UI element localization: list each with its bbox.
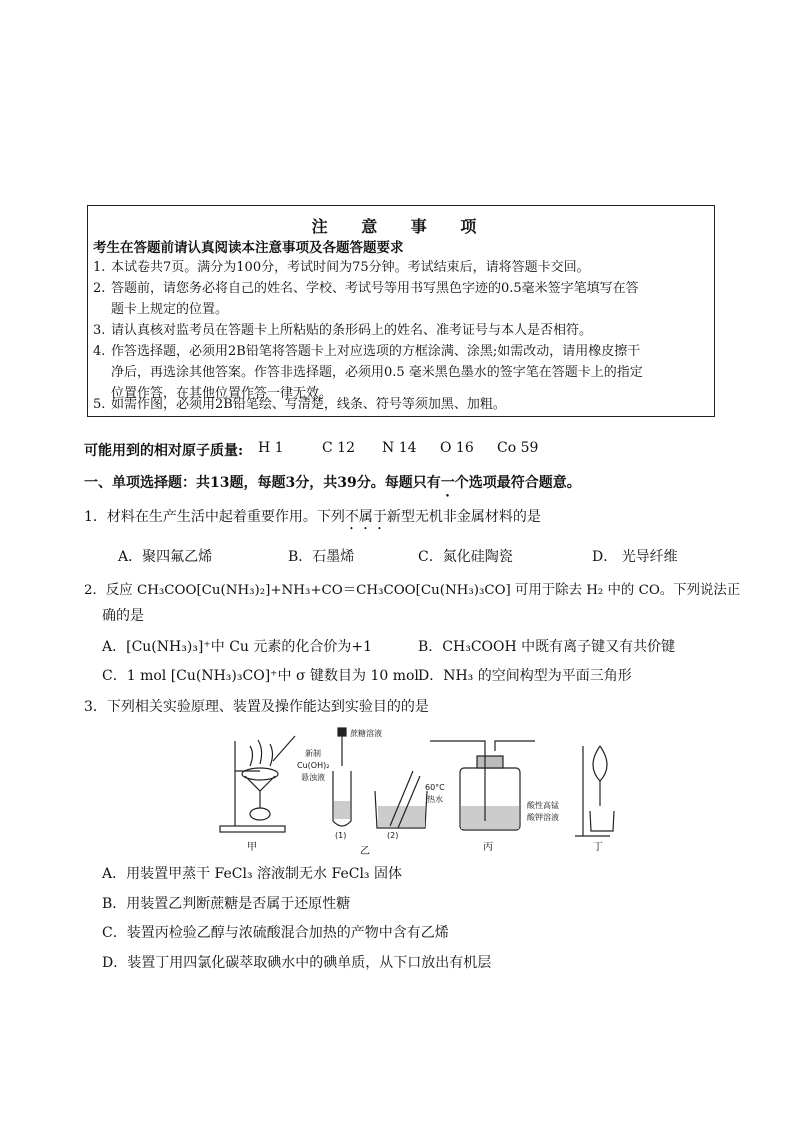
label-kmno4-line1: 酸性高锰 bbox=[527, 801, 559, 810]
atomic-mass-c: C 12 bbox=[322, 440, 355, 456]
q3-option-c: C．装置丙检验乙醇与浓硫酸混合加热的产物中含有乙烯 bbox=[102, 925, 449, 941]
label-kmno4-line2: 酸钾溶液 bbox=[527, 813, 559, 822]
notice-item-number: 5. bbox=[93, 397, 106, 412]
q3-apparatus-diagram bbox=[215, 726, 635, 856]
label-hot-water: 热水 bbox=[427, 795, 443, 804]
section-heading: 一、单项选择题：共13题，每题3分，共39分。每题只有一个选项最符合题意。 bbox=[84, 475, 581, 491]
notice-item-number: 4. bbox=[93, 344, 106, 359]
notice-item-text: 请认真核对监考员在答题卡上所粘贴的条形码上的姓名、准考证号与本人是否相符。 bbox=[111, 323, 593, 338]
notice-item-number: 1. bbox=[93, 260, 106, 275]
question-3-stem: 3．下列相关实验原理、装置及操作能达到实验目的的是 bbox=[84, 699, 429, 715]
label-tube-1: (1) bbox=[335, 831, 347, 840]
label-apparatus-jia: 甲 bbox=[247, 842, 257, 853]
label-suspension: 悬浊液 bbox=[301, 773, 325, 782]
label-tube-2: (2) bbox=[387, 831, 399, 840]
notice-box bbox=[87, 205, 715, 417]
notice-item-text: 净后，再选涂其他答案。作答非选择题，必须用0.5 毫米黑色墨水的签字笔在答题卡上的指定 bbox=[111, 365, 643, 380]
question-1-stem: 1．材料在生产生活中起着重要作用。下列不属于新型无机非金属材料的是 bbox=[84, 509, 541, 525]
q3-option-d: D．装置丁用四氯化碳萃取碘水中的碘单质，从下口放出有机层 bbox=[102, 955, 492, 971]
q2-option-a: A．[Cu(NH₃)₃]⁺中 Cu 元素的化合价为+1 bbox=[102, 639, 373, 655]
q1-option-c: C．氮化硅陶瓷 bbox=[418, 549, 513, 565]
q1-option-a: A．聚四氟乙烯 bbox=[118, 549, 213, 565]
q3-option-b: B．用装置乙判断蔗糖是否属于还原性糖 bbox=[102, 896, 351, 912]
notice-subtitle: 考生在答题前请认真阅读本注意事项及各题答题要求 bbox=[93, 240, 404, 256]
q2-option-c: C．1 mol [Cu(NH₃)₃CO]⁺中 σ 键数目为 10 mol bbox=[102, 668, 419, 684]
atomic-mass-o: O 16 bbox=[440, 440, 474, 456]
question-2-stem: 2．反应 CH₃COO[Cu(NH₃)₂]+NH₃+CO＝CH₃COO[Cu(NH₃)₃CO] 可用于除去 H₂ 中的 CO。下列说法正 bbox=[84, 583, 741, 598]
notice-item-number: 3. bbox=[93, 323, 106, 338]
notice-item-text: 本试卷共7页。满分为100分，考试时间为75分钟。考试结束后，请将答题卡交回。 bbox=[111, 260, 590, 275]
label-fresh: 新制 bbox=[305, 749, 321, 758]
question-2-stem-cont: 确的是 bbox=[102, 608, 144, 624]
q1-option-d: D． 光导纤维 bbox=[592, 549, 678, 565]
atomic-mass-label: 可能用到的相对原子质量: bbox=[84, 443, 244, 459]
q2-option-b: B．CH₃COOH 中既有离子键又有共价键 bbox=[418, 639, 676, 655]
notice-item-text: 位置作答，在其他位置作答一律无效。 bbox=[111, 386, 333, 401]
label-cuoh2: Cu(OH)₂ bbox=[297, 761, 330, 770]
notice-item-number: 2. bbox=[93, 281, 106, 296]
atomic-mass-co: Co 59 bbox=[497, 440, 539, 456]
label-sucrose-solution: 蔗糖溶液 bbox=[350, 729, 382, 738]
label-temperature: 60°C bbox=[425, 783, 445, 792]
notice-title: 注 意 事 项 bbox=[311, 217, 491, 236]
notice-item-text: 作答选择题，必须用2B铅笔将答题卡上对应选项的方框涂满、涂黑;如需改动，请用橡皮擦干 bbox=[111, 344, 641, 359]
notice-item-text: 如需作图，必须用2B铅笔绘、写清楚，线条、符号等须加黑、加粗。 bbox=[111, 397, 506, 412]
q1-option-b: B．石墨烯 bbox=[288, 549, 355, 565]
label-apparatus-ding: 丁 bbox=[593, 842, 603, 853]
q3-option-a: A．用装置甲蒸干 FeCl₃ 溶液制无水 FeCl₃ 固体 bbox=[102, 866, 402, 882]
notice-item-text: 答题前，请您务必将自己的姓名、学校、考试号等用书写黑色字迹的0.5毫米签字笔填写在答 bbox=[111, 281, 639, 296]
notice-item-text: 题卡上规定的位置。 bbox=[111, 302, 229, 317]
label-apparatus-bing: 丙 bbox=[483, 842, 493, 853]
q2-option-d: D．NH₃ 的空间构型为平面三角形 bbox=[418, 668, 632, 684]
atomic-mass-h: H 1 bbox=[258, 440, 284, 456]
label-apparatus-yi: 乙 bbox=[360, 846, 370, 856]
atomic-mass-n: N 14 bbox=[382, 440, 417, 456]
